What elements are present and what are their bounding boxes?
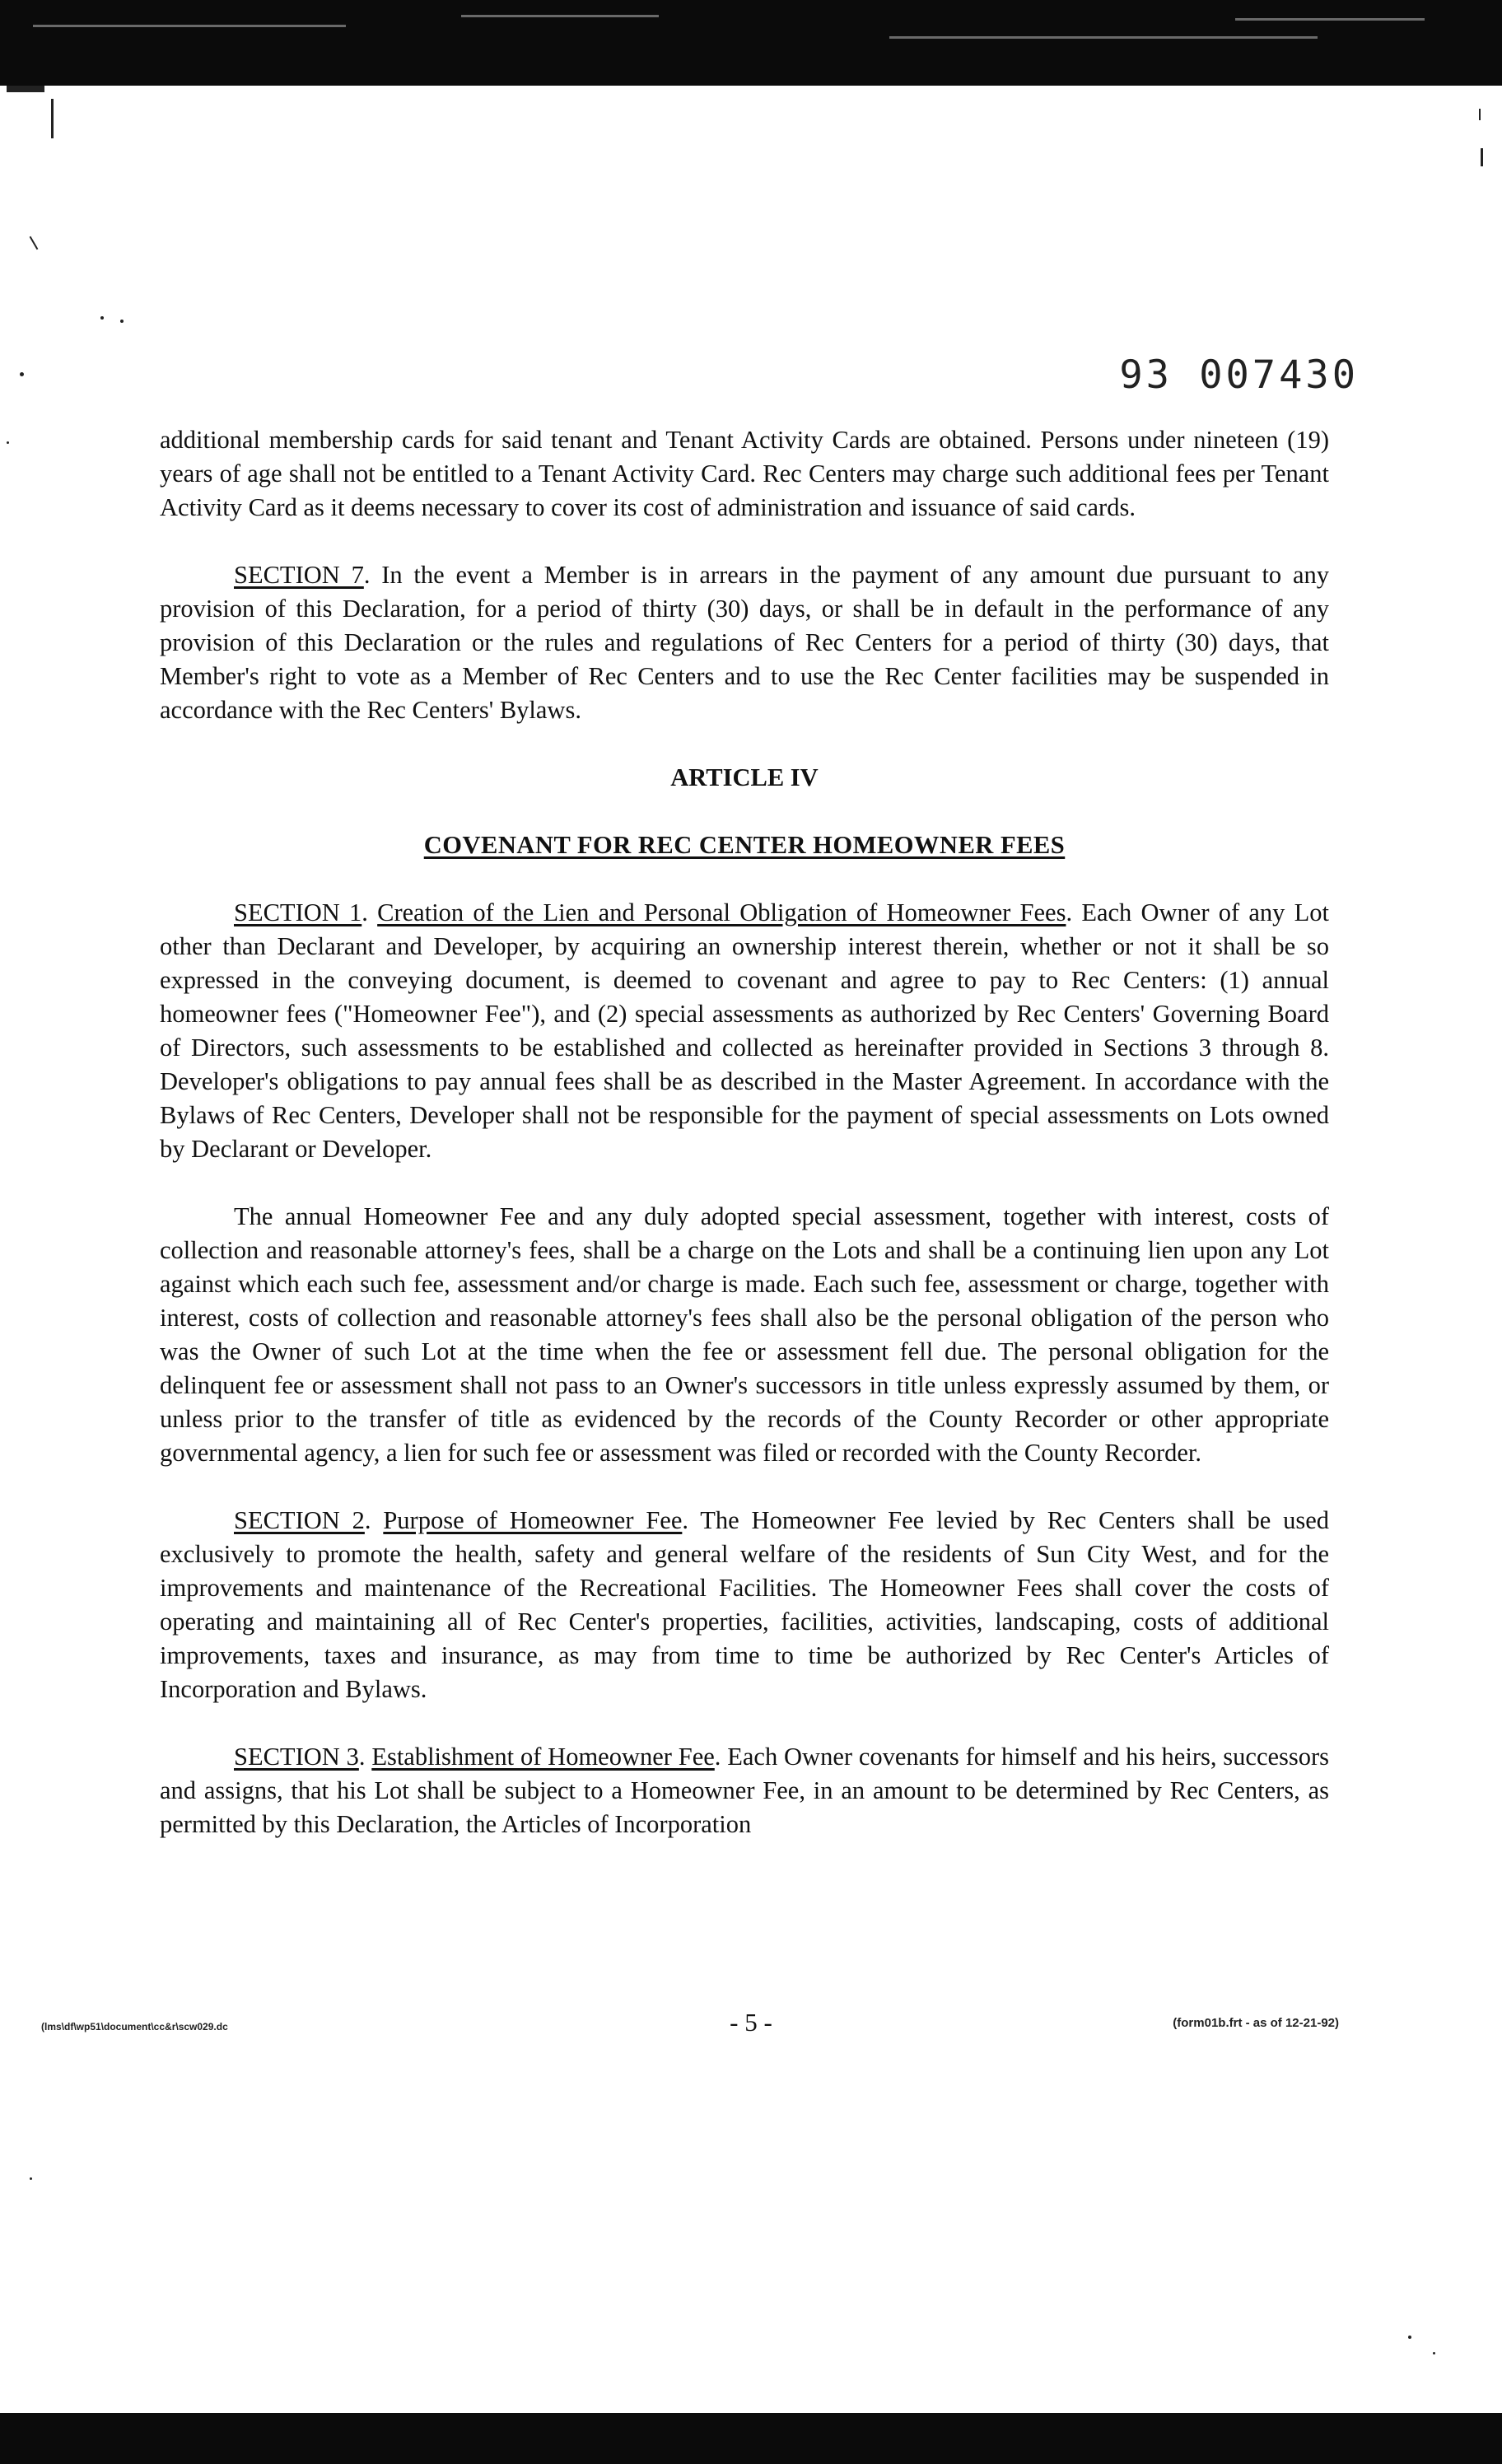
scan-speck [7,441,9,444]
section-1-sep: . [362,898,378,926]
recording-number: 93 007430 [1119,352,1359,398]
section-3 [160,1740,1329,1841]
scan-bottom-border [0,2413,1502,2464]
section-2-sep: . [364,1506,384,1534]
article-title: ARTICLE IV [670,763,819,791]
scan-top-border [0,0,1502,86]
scan-edge-mark [51,99,54,138]
scan-edge-mark [1481,148,1483,166]
section-3-sep: . [358,1743,372,1771]
footer-form-id: (form01b.frt - as of 12-21-92) [1173,2016,1339,2030]
scan-speck [1408,2336,1411,2339]
article-subtitle: COVENANT FOR REC CENTER HOMEOWNER FEES [423,831,1066,859]
scan-speck [120,320,124,323]
scan-edge-mark [1479,109,1481,120]
section-7-text: . In the event a Member is in arrears in the payment of any amount due pursuant to any provision of this Declaration, for a period of thirty (30) days, or shall be in default in the performance of any provision of this Declaration or the rules and regulations of Rec Centers for a period of thirty (30) days, that Member's right to vote as a Member of Rec Centers and to use the Rec Center facilities may be suspended in accordance with the Rec Centers' Bylaws. [160,561,1330,724]
scan-speck [30,2177,32,2180]
scan-edge-mark [30,236,39,250]
footer-file-path: (lms\df\wp51\document\cc&r\scw029.dc [41,2021,228,2032]
paragraph-annual-fee [160,1200,1329,1470]
section-1-title: Creation of the Lien and Personal Obligation of Homeowner Fees [377,898,1066,926]
document-body [160,423,1329,1875]
section-2 [160,1504,1329,1706]
page-footer [0,2008,1502,2041]
section-2-title: Purpose of Homeowner Fee [383,1506,683,1534]
scan-speck [1433,2352,1435,2354]
section-2-label: SECTION 2 [234,1506,365,1534]
scan-speck [20,372,24,376]
section-3-text: . Each Owner covenants for himself and his heirs, successors and assigns, that his Lot shall be subject to a Homeowner Fee, in an amount to be determined by Rec Centers, as permitted by this Declaration, the Articles of Incorporation [160,1743,1330,1838]
section-1 [160,896,1329,1166]
scan-edge-mark [7,86,44,92]
paragraph-annual-fee-text: The annual Homeowner Fee and any duly adopted special assessment, together with interest, costs of collection and reasonable attorney's fees, shall be a charge on the Lots and shall be a continuing lien upon any Lot against which each such fee, assessment and/or charge is made. Each such fee, assessment or charge, together with interest, costs of collection and reasonable attorney's fees shall also be the personal obligation of the person who was the Owner of such Lot at the time when the fee or assessment fell due. The personal obligation for the delinquent fee or assessment shall not pass to an Owner's successors in title unless expressly assumed by them, or unless prior to the transfer of title as evidenced by the records of the County Recorder or other appropriate governmental agency, a lien for such fee or assessment was filed or recorded with the County Recorder. [160,1202,1329,1467]
section-3-title: Establishment of Homeowner Fee [371,1743,715,1771]
section-7 [160,558,1329,727]
section-7-label: SECTION 7 [234,561,364,589]
section-2-text: . The Homeowner Fee levied by Rec Centers shall be used exclusively to promote the health, safety and general welfare of the residents of Sun City West, and for the improvements and maintenance of the Recreational Facilities. The Homeowner Fees shall cover the costs of operating and maintaining all of Rec Center's properties, facilities, activities, landscaping, costs of additional improvements, taxes and insurance, as may from time to time be authorized by Rec Center's Articles of Incorporation and Bylaws. [160,1506,1329,1703]
scan-speck [100,316,104,320]
section-1-label: SECTION 1 [234,898,362,926]
paragraph-continuation: additional membership cards for said tenant and Tenant Activity Cards are obtained. Persons under nineteen (19) years of age shall not be entitled to a Tenant Activity Card. Rec Centers may charge such additional fees per Tenant Activity Card as it deems necessary to cover its cost of administration and issuance of said cards. [160,426,1329,521]
section-1-text: . Each Owner of any Lot other than Declarant and Developer, by acquiring an ownership interest therein, whether or not it shall be so expressed in the conveying document, is deemed to covenant and agree to pay to Rec Centers: (1) annual homeowner fees ("Homeowner Fee"), and (2) special assessments as authorized by Rec Centers' Governing Board of Directors, such assessments to be established and collected as hereinafter provided in Sections 3 through 8. Developer's obligations to pay annual fees shall be as described in the Master Agreement. In accordance with the Bylaws of Rec Centers, Developer shall not be responsible for the payment of special assessments on Lots owned by Declarant or Developer. [160,898,1330,1163]
footer-page-number: - 5 - [730,2008,772,2037]
section-3-label: SECTION 3 [234,1743,359,1771]
